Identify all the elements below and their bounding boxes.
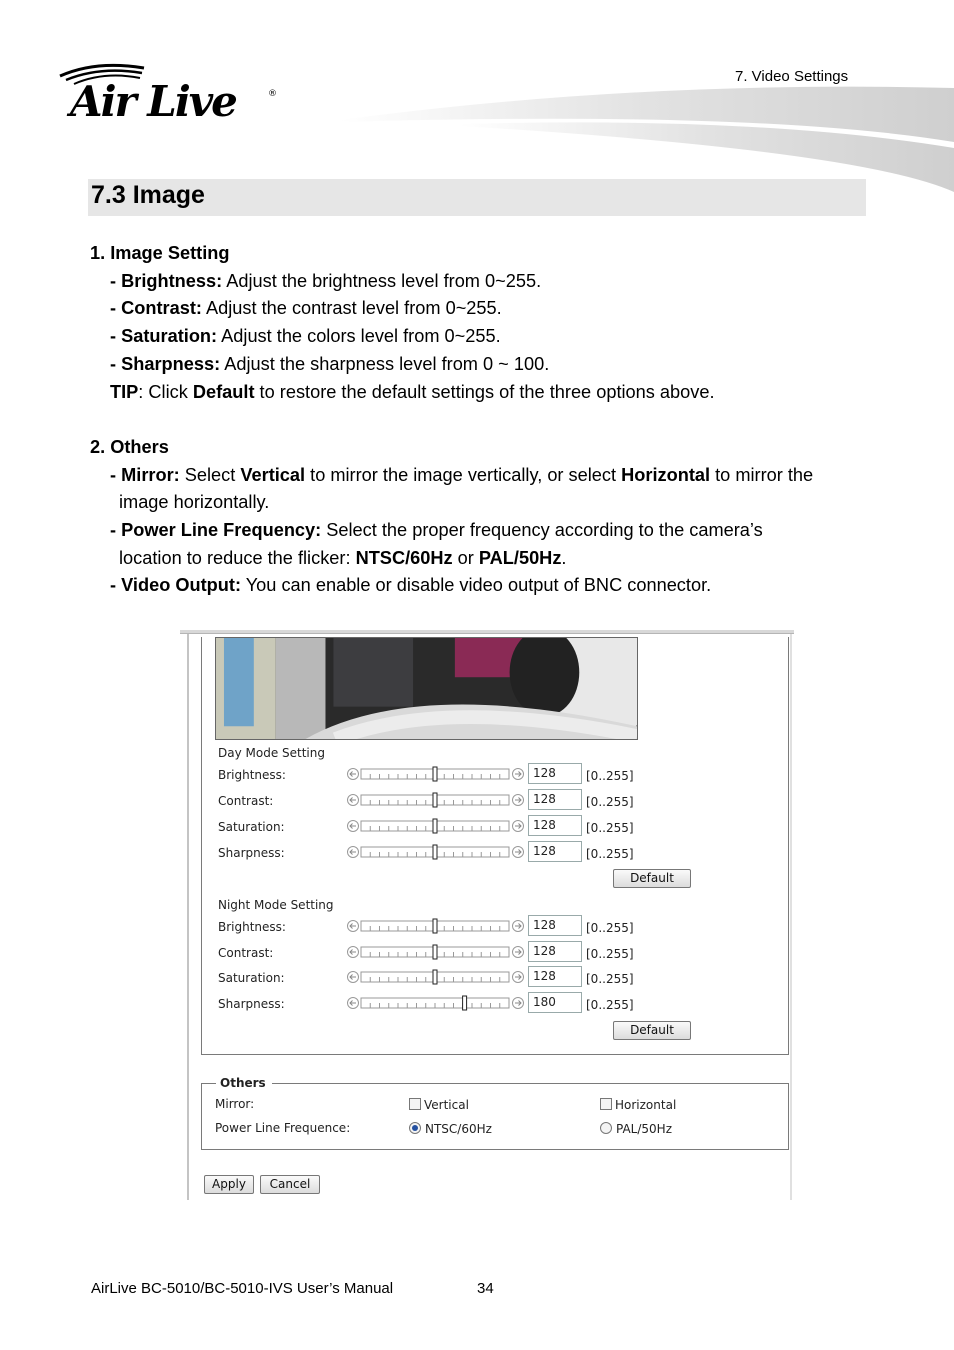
setting-value-input[interactable]: 128 — [528, 941, 582, 962]
slider-thumb[interactable] — [433, 767, 437, 781]
setting-label: Contrast: — [218, 794, 274, 808]
setting-label: Brightness: — [218, 920, 286, 934]
slider-left-arrow-icon[interactable] — [348, 946, 359, 957]
setting-range: [0..255] — [586, 821, 634, 835]
slider-left-arrow-icon[interactable] — [348, 972, 359, 983]
power-desc-cont: location to reduce the flicker: NTSC/60Hz or PAL/50Hz. — [119, 547, 567, 568]
setting-label: Brightness: — [218, 768, 286, 782]
page-number: 34 — [477, 1280, 494, 1297]
saturation-desc: - Saturation: Adjust the colors level from 0~255. — [110, 326, 501, 347]
slider[interactable] — [347, 944, 524, 960]
setting-row — [218, 943, 634, 964]
slider-left-arrow-icon[interactable] — [348, 821, 359, 832]
section-body — [90, 240, 880, 600]
setting-value-input[interactable]: 180 — [528, 992, 582, 1013]
setting-range: [0..255] — [586, 946, 634, 961]
cancel-button[interactable]: Cancel — [260, 1175, 320, 1194]
vertical-option[interactable]: Vertical — [409, 1098, 469, 1112]
slider-right-arrow-icon[interactable] — [513, 921, 524, 932]
airlive-logo — [56, 58, 286, 124]
setting-value-input[interactable]: 128 — [528, 966, 582, 987]
setting-row — [218, 792, 634, 812]
item1-heading: 1. Image Setting — [90, 243, 230, 263]
setting-label: Saturation: — [218, 971, 285, 985]
slider[interactable] — [347, 818, 524, 834]
apply-button[interactable]: Apply — [204, 1175, 254, 1194]
setting-value-input[interactable]: 128 — [528, 841, 582, 862]
item2-heading: 2. Others — [90, 436, 169, 457]
slider-right-arrow-icon[interactable] — [513, 946, 524, 957]
pal-option[interactable]: PAL/50Hz — [600, 1122, 672, 1136]
setting-row — [218, 844, 634, 864]
chapter-header: 7. Video Settings — [735, 68, 849, 85]
slider[interactable] — [347, 969, 524, 985]
setting-range: [0..255] — [586, 847, 634, 861]
slider-thumb[interactable] — [433, 945, 437, 959]
header-swoosh-decoration — [340, 80, 954, 195]
horizontal-option[interactable]: Horizontal — [600, 1098, 676, 1112]
night-mode-title: Night Mode Setting — [218, 898, 334, 912]
setting-label: Sharpness: — [218, 996, 285, 1011]
setting-range: [0..255] — [586, 769, 634, 783]
slider-right-arrow-icon[interactable] — [513, 997, 524, 1008]
vertical-checkbox[interactable] — [409, 1098, 421, 1110]
image-settings-screenshot — [180, 630, 794, 1200]
slider-thumb[interactable] — [463, 996, 467, 1010]
footer-manual-title: AirLive BC-5010/BC-5010-IVS User’s Manual — [91, 1280, 394, 1297]
slider-left-arrow-icon[interactable] — [348, 921, 359, 932]
setting-row — [218, 994, 634, 1015]
day-mode-title: Day Mode Setting — [218, 746, 325, 760]
slider-left-arrow-icon[interactable] — [348, 795, 359, 806]
slider-right-arrow-icon[interactable] — [513, 972, 524, 983]
setting-value-input[interactable]: 128 — [528, 789, 582, 810]
sharpness-desc: - Sharpness: Adjust the sharpness level from 0 ~ 100. — [110, 353, 550, 374]
setting-range: [0..255] — [586, 795, 634, 809]
others-group-box — [201, 1083, 789, 1150]
power-desc: - Power Line Frequency: Select the proper frequency according to the camera’s — [110, 520, 763, 541]
setting-label: Sharpness: — [218, 846, 285, 860]
horizontal-checkbox[interactable] — [600, 1098, 612, 1110]
slider[interactable] — [347, 792, 524, 808]
setting-label: Saturation: — [218, 820, 285, 834]
setting-row — [218, 766, 634, 786]
setting-label: Contrast: — [218, 945, 274, 960]
slider-right-arrow-icon[interactable] — [513, 821, 524, 832]
mirror-desc-cont: image horizontally. — [119, 492, 270, 513]
slider-thumb[interactable] — [433, 845, 437, 859]
slider-right-arrow-icon[interactable] — [513, 769, 524, 780]
mirror-label: Mirror: — [215, 1097, 255, 1111]
svg-text:Air Live: Air Live — [70, 77, 236, 124]
setting-row — [218, 918, 634, 938]
slider-left-arrow-icon[interactable] — [348, 997, 359, 1008]
setting-row — [218, 969, 634, 989]
slider-left-arrow-icon[interactable] — [348, 847, 359, 858]
screenshot-right-border — [790, 634, 792, 1200]
night-default-button[interactable]: Default — [613, 1021, 691, 1040]
video-output-desc: - Video Output: You can enable or disable video output of BNC connector. — [110, 575, 712, 596]
setting-value-input[interactable]: 128 — [528, 763, 582, 784]
setting-range: [0..255] — [586, 997, 634, 1012]
screenshot-left-border — [187, 634, 189, 1200]
power-line-label: Power Line Frequence: — [215, 1121, 351, 1135]
slider[interactable] — [347, 995, 524, 1011]
mirror-desc: - Mirror: Select Vertical to mirror the image vertically, or select Horizontal to mirror the — [110, 464, 814, 485]
setting-range: [0..255] — [586, 921, 634, 935]
pal-radio[interactable] — [600, 1122, 612, 1134]
slider[interactable] — [347, 844, 524, 860]
setting-value-input[interactable]: 128 — [528, 915, 582, 936]
setting-range: [0..255] — [586, 972, 634, 986]
svg-text:®: ® — [268, 89, 277, 99]
ntsc-option[interactable]: NTSC/60Hz — [409, 1122, 492, 1136]
day-default-button[interactable]: Default — [613, 869, 691, 888]
screenshot-top-border — [180, 630, 794, 634]
slider-thumb[interactable] — [433, 819, 437, 833]
slider-thumb[interactable] — [433, 970, 437, 984]
slider[interactable] — [347, 766, 524, 782]
section-title: 7.3 Image — [91, 181, 205, 209]
slider-right-arrow-icon[interactable] — [513, 847, 524, 858]
ntsc-radio[interactable] — [409, 1122, 421, 1134]
slider-left-arrow-icon[interactable] — [348, 769, 359, 780]
slider[interactable] — [347, 918, 524, 934]
setting-value-input[interactable]: 128 — [528, 815, 582, 836]
slider-right-arrow-icon[interactable] — [513, 795, 524, 806]
contrast-desc: - Contrast: Adjust the contrast level from 0~255. — [110, 298, 502, 319]
tip-text: TIP: Click Default to restore the default settings of the three options above. — [110, 381, 715, 402]
camera-preview-image — [215, 637, 638, 740]
slider-thumb[interactable] — [433, 919, 437, 933]
others-legend: Others — [216, 1076, 272, 1090]
brightness-desc: - Brightness: Adjust the brightness level from 0~255. — [110, 270, 542, 291]
setting-row — [218, 818, 634, 838]
slider-thumb[interactable] — [433, 793, 437, 807]
section-title-bar — [88, 179, 866, 216]
